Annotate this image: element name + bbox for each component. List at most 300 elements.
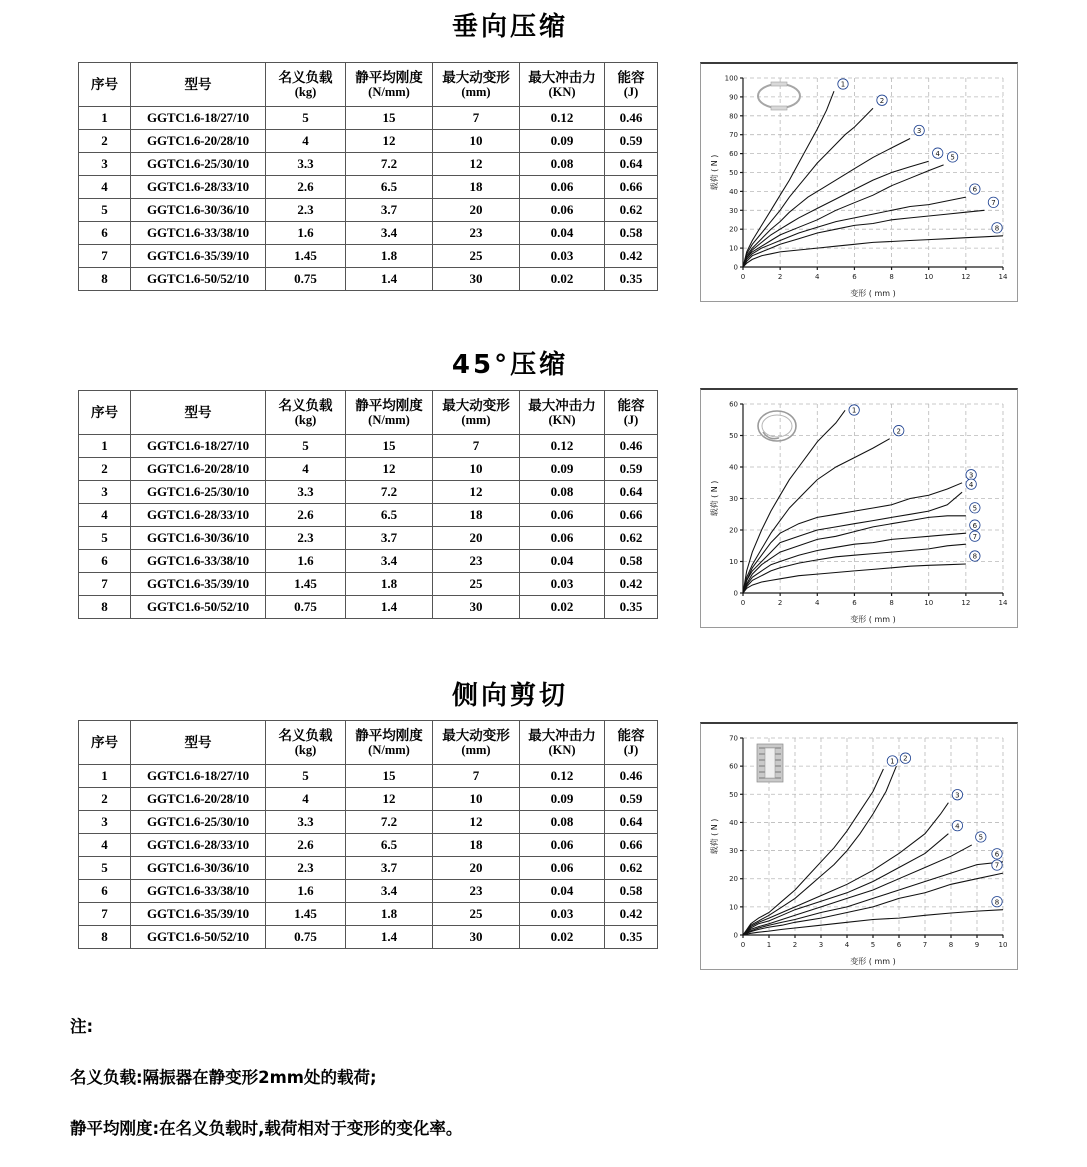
curve-marker-②	[877, 95, 887, 105]
cell-index: 5	[79, 857, 131, 880]
svg-text:40: 40	[729, 818, 738, 827]
curve-①	[743, 91, 834, 267]
curve-marker-⑥	[992, 849, 1002, 859]
th-energy-capacity: 能容 (J)	[605, 391, 658, 435]
cell-value: 3.3	[266, 811, 346, 834]
curve-①	[743, 410, 845, 593]
cell-value: 7	[433, 765, 520, 788]
svg-text:30: 30	[729, 847, 738, 856]
cell-value: 0.06	[520, 504, 605, 527]
curve-marker-③	[952, 790, 962, 800]
header-row	[79, 391, 658, 435]
cell-value: 0.08	[520, 153, 605, 176]
cell-index: 3	[79, 481, 131, 504]
cell-index: 8	[79, 596, 131, 619]
cell-value: 7.2	[346, 811, 433, 834]
svg-text:40: 40	[729, 187, 738, 196]
th-energy-capacity: 能容 (J)	[605, 63, 658, 107]
svg-text:8: 8	[994, 898, 1000, 907]
cell-value: 12	[433, 153, 520, 176]
cell-value: 4	[266, 130, 346, 153]
curve-⑥	[743, 533, 966, 593]
cell-value: 20	[433, 527, 520, 550]
curve-marker-③	[914, 125, 924, 135]
svg-text:2: 2	[896, 427, 901, 436]
cell-value: 3.4	[346, 880, 433, 903]
cell-value: 0.64	[605, 811, 658, 834]
cell-model: GGTC1.6-28/33/10	[131, 176, 266, 199]
svg-text:9: 9	[974, 941, 980, 949]
th-max-dynamic-deform: 最大动变形 (mm)	[433, 721, 520, 765]
svg-text:3: 3	[955, 791, 960, 800]
cell-model: GGTC1.6-50/52/10	[131, 596, 266, 619]
table-row	[79, 903, 658, 926]
svg-text:1: 1	[890, 757, 895, 766]
cell-value: 0.58	[605, 550, 658, 573]
spec-table-3-wrapper	[78, 720, 658, 949]
svg-text:20: 20	[729, 526, 738, 535]
cell-value: 0.64	[605, 153, 658, 176]
cell-value: 30	[433, 596, 520, 619]
th-nominal-load: 名义负载 (kg)	[266, 63, 346, 107]
cell-value: 5	[266, 435, 346, 458]
svg-text:4: 4	[815, 599, 820, 607]
table-body-3	[79, 765, 658, 949]
svg-text:8: 8	[994, 224, 1000, 233]
cell-value: 5	[266, 107, 346, 130]
svg-text:2: 2	[792, 941, 798, 949]
svg-text:12: 12	[961, 273, 971, 281]
svg-text:10: 10	[998, 941, 1008, 949]
spec-table-2-wrapper	[78, 390, 658, 619]
th-static-stiffness: 静平均刚度 (N/mm)	[346, 721, 433, 765]
cell-value: 0.12	[520, 765, 605, 788]
svg-text:10: 10	[729, 244, 738, 253]
svg-text:0: 0	[740, 941, 746, 949]
cell-value: 3.7	[346, 857, 433, 880]
cell-value: 0.66	[605, 834, 658, 857]
section-title-2: 45°压缩	[451, 350, 569, 380]
table-row	[79, 435, 658, 458]
cell-value: 0.66	[605, 176, 658, 199]
svg-text:2: 2	[777, 599, 783, 607]
svg-text:10: 10	[924, 273, 934, 281]
cell-value: 1.8	[346, 903, 433, 926]
cell-value: 10	[433, 130, 520, 153]
cell-model: GGTC1.6-25/30/10	[131, 481, 266, 504]
svg-text:10: 10	[729, 558, 738, 566]
cell-value: 2.3	[266, 527, 346, 550]
cell-model: GGTC1.6-35/39/10	[131, 573, 266, 596]
cell-value: 0.04	[520, 222, 605, 245]
curve-marker-⑦	[992, 860, 1002, 870]
svg-text:4: 4	[935, 149, 940, 158]
svg-text:50: 50	[729, 790, 738, 799]
table-row	[79, 176, 658, 199]
cell-value: 0.02	[520, 926, 605, 949]
cell-index: 8	[79, 268, 131, 291]
svg-text:8: 8	[948, 941, 954, 949]
svg-text:50: 50	[729, 432, 738, 440]
curve-marker-⑤	[976, 832, 986, 842]
svg-text:6: 6	[972, 185, 978, 194]
table-header	[79, 391, 658, 435]
notes-heading: 注:	[70, 1016, 94, 1036]
th-max-dynamic-deform: 最大动变形 (mm)	[433, 63, 520, 107]
curve-marker-⑥	[970, 184, 980, 194]
cell-index: 8	[79, 926, 131, 949]
cell-value: 0.66	[605, 504, 658, 527]
svg-text:3: 3	[968, 471, 974, 480]
svg-text:6: 6	[972, 521, 978, 530]
cell-index: 5	[79, 199, 131, 222]
svg-text:0: 0	[733, 931, 738, 940]
table-row	[79, 245, 658, 268]
cell-value: 2.3	[266, 199, 346, 222]
cell-value: 12	[346, 130, 433, 153]
cell-value: 0.04	[520, 880, 605, 903]
cell-value: 2.3	[266, 857, 346, 880]
cell-model: GGTC1.6-20/28/10	[131, 130, 266, 153]
cell-value: 1.45	[266, 245, 346, 268]
cell-value: 0.59	[605, 788, 658, 811]
curve-marker-②	[900, 753, 910, 763]
cell-value: 0.42	[605, 245, 658, 268]
svg-text:12: 12	[961, 599, 971, 607]
cell-value: 0.59	[605, 130, 658, 153]
cell-model: GGTC1.6-18/27/10	[131, 765, 266, 788]
cell-index: 2	[79, 788, 131, 811]
svg-text:8: 8	[972, 552, 978, 561]
chart-plot	[701, 724, 1017, 969]
svg-text:100: 100	[724, 74, 738, 83]
coil-wire-rope-isolator-icon	[757, 744, 783, 782]
curve-marker-③	[966, 470, 976, 480]
cell-model: GGTC1.6-18/27/10	[131, 107, 266, 130]
table-row	[79, 788, 658, 811]
cell-value: 23	[433, 880, 520, 903]
cell-model: GGTC1.6-33/38/10	[131, 550, 266, 573]
cell-index: 4	[79, 176, 131, 199]
cell-index: 4	[79, 834, 131, 857]
th-model: 型号	[131, 63, 266, 107]
cell-value: 25	[433, 573, 520, 596]
cell-model: GGTC1.6-33/38/10	[131, 222, 266, 245]
cell-value: 18	[433, 176, 520, 199]
cell-model: GGTC1.6-30/36/10	[131, 199, 266, 222]
chart-plot	[701, 390, 1017, 627]
svg-text:60: 60	[729, 762, 738, 771]
spec-table-1-wrapper	[78, 62, 658, 291]
table-row	[79, 481, 658, 504]
svg-text:80: 80	[729, 112, 738, 121]
cell-value: 1.6	[266, 222, 346, 245]
cell-value: 0.09	[520, 130, 605, 153]
curve-marker-⑧	[992, 896, 1002, 906]
th-model: 型号	[131, 391, 266, 435]
svg-text:10: 10	[924, 599, 934, 607]
svg-text:70: 70	[729, 734, 738, 743]
table-header	[79, 63, 658, 107]
cell-value: 23	[433, 222, 520, 245]
svg-text:8: 8	[889, 273, 894, 281]
svg-text:1: 1	[840, 80, 846, 89]
curve-④	[743, 492, 962, 593]
cell-value: 30	[433, 268, 520, 291]
oval-wire-rope-isolator-icon	[758, 82, 800, 110]
cell-value: 2.6	[266, 834, 346, 857]
cell-value: 6.5	[346, 176, 433, 199]
th-index: 序号	[79, 391, 131, 435]
cell-value: 0.12	[520, 435, 605, 458]
cell-value: 0.06	[520, 834, 605, 857]
table-row	[79, 130, 658, 153]
svg-text:7: 7	[972, 532, 978, 541]
curve-marker-④	[966, 479, 976, 489]
curve-⑤	[743, 165, 944, 267]
notes-block	[70, 988, 670, 1167]
th-static-stiffness: 静平均刚度 (N/mm)	[346, 391, 433, 435]
table-row	[79, 199, 658, 222]
cell-value: 7	[433, 435, 520, 458]
cell-value: 0.06	[520, 857, 605, 880]
cell-value: 12	[346, 788, 433, 811]
svg-text:30: 30	[729, 206, 738, 215]
curve-marker-⑧	[970, 551, 980, 561]
cell-value: 7.2	[346, 153, 433, 176]
cell-model: GGTC1.6-20/28/10	[131, 458, 266, 481]
svg-text:0: 0	[740, 273, 746, 281]
th-nominal-load: 名义负载 (kg)	[266, 391, 346, 435]
chart-2	[700, 388, 1018, 628]
y-axis-label: 载荷 ( N )	[710, 154, 719, 191]
spec-table-1	[78, 62, 658, 291]
cell-index: 6	[79, 550, 131, 573]
cell-index: 5	[79, 527, 131, 550]
y-axis-label: 载荷 ( N )	[710, 480, 719, 517]
svg-text:3: 3	[818, 941, 824, 949]
cell-value: 25	[433, 903, 520, 926]
cell-value: 12	[433, 481, 520, 504]
cell-model: GGTC1.6-30/36/10	[131, 857, 266, 880]
cell-value: 5	[266, 765, 346, 788]
table-row	[79, 268, 658, 291]
cell-value: 15	[346, 107, 433, 130]
cell-value: 18	[433, 834, 520, 857]
cell-value: 0.04	[520, 550, 605, 573]
curve-marker-④	[952, 820, 962, 830]
cell-value: 0.46	[605, 765, 658, 788]
table-row	[79, 107, 658, 130]
x-axis-label: 变形 ( mm )	[850, 289, 896, 298]
cell-value: 0.12	[520, 107, 605, 130]
table-row	[79, 573, 658, 596]
th-index: 序号	[79, 63, 131, 107]
cell-value: 12	[433, 811, 520, 834]
cell-value: 0.75	[266, 268, 346, 291]
table-row	[79, 834, 658, 857]
notes-line-1: 名义负载:隔振器在静变形2mm处的载荷;	[70, 1067, 377, 1087]
cell-index: 1	[79, 765, 131, 788]
cell-value: 10	[433, 788, 520, 811]
th-nominal-load: 名义负载 (kg)	[266, 721, 346, 765]
notes-line-2: 静平均刚度:在名义负载时,载荷相对于变形的变化率。	[70, 1118, 463, 1138]
svg-text:0: 0	[733, 263, 738, 272]
curve-④	[743, 161, 929, 267]
cell-index: 7	[79, 245, 131, 268]
cell-value: 0.06	[520, 176, 605, 199]
cell-value: 4	[266, 458, 346, 481]
cell-value: 1.6	[266, 550, 346, 573]
svg-text:6: 6	[852, 273, 857, 281]
table-row	[79, 596, 658, 619]
cell-value: 0.03	[520, 573, 605, 596]
svg-text:40: 40	[729, 463, 738, 472]
curve-marker-⑦	[970, 531, 980, 541]
curve-②	[743, 108, 873, 267]
svg-text:60: 60	[729, 400, 738, 409]
cell-model: GGTC1.6-35/39/10	[131, 245, 266, 268]
table-row	[79, 527, 658, 550]
section-title-3: 侧向剪切	[451, 681, 568, 711]
curve-marker-⑥	[970, 520, 980, 530]
cell-value: 0.08	[520, 481, 605, 504]
cell-model: GGTC1.6-18/27/10	[131, 435, 266, 458]
cell-value: 20	[433, 199, 520, 222]
curve-⑧	[743, 236, 1003, 267]
curve-marker-①	[849, 405, 859, 415]
curve-marker-②	[894, 425, 904, 435]
cell-value: 0.02	[520, 268, 605, 291]
svg-text:70: 70	[729, 131, 738, 140]
th-static-stiffness: 静平均刚度 (N/mm)	[346, 63, 433, 107]
x-axis-label: 变形 ( mm )	[850, 615, 896, 624]
cell-value: 0.58	[605, 222, 658, 245]
cell-value: 3.7	[346, 199, 433, 222]
table-row	[79, 550, 658, 573]
svg-text:7: 7	[994, 861, 1000, 870]
svg-text:14: 14	[998, 599, 1008, 607]
curve-marker-⑤	[947, 152, 957, 162]
svg-text:2: 2	[777, 273, 783, 281]
svg-text:4: 4	[955, 822, 960, 831]
cell-value: 25	[433, 245, 520, 268]
cell-value: 0.06	[520, 199, 605, 222]
header-row	[79, 721, 658, 765]
table-row	[79, 880, 658, 903]
cell-value: 0.35	[605, 926, 658, 949]
cell-value: 3.7	[346, 527, 433, 550]
cell-value: 3.3	[266, 153, 346, 176]
cell-value: 2.6	[266, 504, 346, 527]
cell-value: 1.8	[346, 245, 433, 268]
th-max-impact-force: 最大冲击力 (KN)	[520, 63, 605, 107]
cell-index: 3	[79, 153, 131, 176]
cell-value: 7.2	[346, 481, 433, 504]
cell-model: GGTC1.6-25/30/10	[131, 153, 266, 176]
cell-value: 30	[433, 926, 520, 949]
svg-text:30: 30	[729, 495, 738, 503]
cell-value: 0.42	[605, 573, 658, 596]
cell-index: 2	[79, 130, 131, 153]
table-row	[79, 153, 658, 176]
th-max-impact-force: 最大冲击力 (KN)	[520, 721, 605, 765]
cell-model: GGTC1.6-30/36/10	[131, 527, 266, 550]
cell-value: 1.45	[266, 573, 346, 596]
cell-model: GGTC1.6-50/52/10	[131, 268, 266, 291]
svg-text:10: 10	[729, 903, 738, 912]
svg-text:4: 4	[815, 273, 820, 281]
cell-index: 7	[79, 573, 131, 596]
cell-value: 12	[346, 458, 433, 481]
svg-text:14: 14	[998, 273, 1008, 281]
curve-⑦	[743, 873, 1003, 935]
cell-value: 6.5	[346, 504, 433, 527]
cell-value: 1.4	[346, 268, 433, 291]
curve-marker-①	[838, 79, 848, 89]
cell-model: GGTC1.6-25/30/10	[131, 811, 266, 834]
header-row	[79, 63, 658, 107]
table-row	[79, 765, 658, 788]
cell-model: GGTC1.6-28/33/10	[131, 834, 266, 857]
svg-text:5: 5	[950, 153, 955, 162]
cell-value: 0.59	[605, 458, 658, 481]
cell-value: 1.45	[266, 903, 346, 926]
th-max-dynamic-deform: 最大动变形 (mm)	[433, 391, 520, 435]
spec-table-2	[78, 390, 658, 619]
cell-value: 0.35	[605, 596, 658, 619]
svg-text:4: 4	[968, 480, 974, 489]
svg-text:4: 4	[844, 941, 850, 949]
cell-index: 6	[79, 880, 131, 903]
cell-value: 0.62	[605, 857, 658, 880]
cell-value: 1.8	[346, 573, 433, 596]
table-row	[79, 811, 658, 834]
cell-value: 15	[346, 435, 433, 458]
x-axis-label: 变形 ( mm )	[850, 957, 896, 966]
cell-index: 3	[79, 811, 131, 834]
cell-value: 0.03	[520, 903, 605, 926]
svg-text:20: 20	[729, 875, 738, 884]
table-header	[79, 721, 658, 765]
curve-marker-④	[933, 148, 943, 158]
svg-text:6: 6	[994, 850, 1000, 859]
cell-value: 0.03	[520, 245, 605, 268]
svg-text:90: 90	[729, 93, 738, 102]
cell-value: 0.02	[520, 596, 605, 619]
cell-value: 0.58	[605, 880, 658, 903]
curve-marker-⑤	[970, 503, 980, 513]
cell-value: 23	[433, 550, 520, 573]
svg-text:5: 5	[972, 504, 978, 513]
table-row	[79, 926, 658, 949]
cell-value: 10	[433, 458, 520, 481]
chart-1	[700, 62, 1018, 302]
cell-value: 0.64	[605, 481, 658, 504]
curve-marker-⑧	[992, 223, 1002, 233]
spec-table-3	[78, 720, 658, 949]
cell-value: 15	[346, 765, 433, 788]
cell-value: 7	[433, 107, 520, 130]
cell-value: 0.75	[266, 926, 346, 949]
th-index: 序号	[79, 721, 131, 765]
th-model: 型号	[131, 721, 266, 765]
svg-text:1: 1	[851, 406, 857, 415]
table-row	[79, 857, 658, 880]
svg-text:8: 8	[889, 599, 894, 607]
cell-value: 0.35	[605, 268, 658, 291]
cell-value: 0.09	[520, 458, 605, 481]
